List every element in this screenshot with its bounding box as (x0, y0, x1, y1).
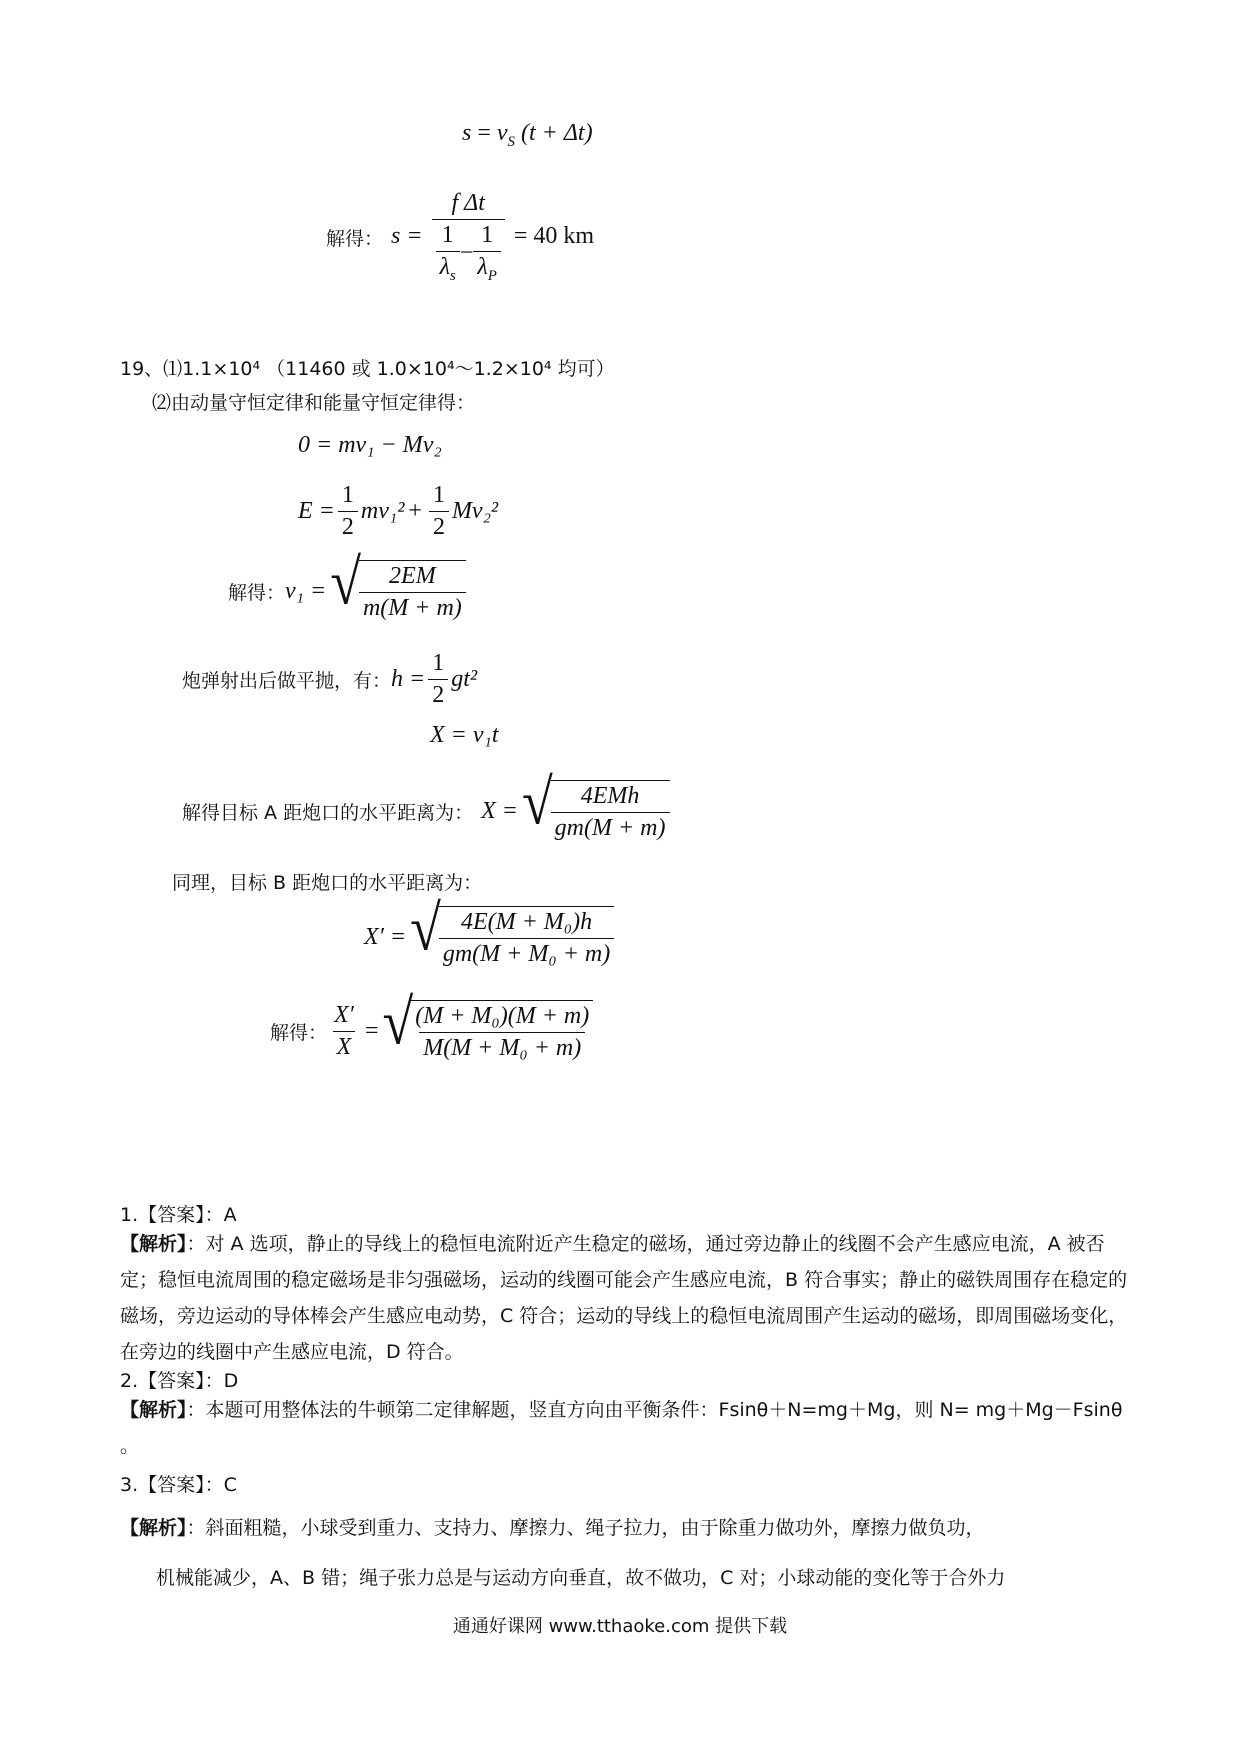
answer-1-title: 1.【答案】：A (120, 1204, 237, 1226)
eq-target-b: X′ = √ $\frac{\text{4E(M + M₀)h}}{\text{gm(M + M₀ + m)}}$ (364, 906, 614, 968)
eq-energy: E = $\frac{1}{2}$ mv₁² + $\frac{1}{2}$ Mv₂² (298, 482, 499, 540)
q19-part1: 19、⑴1.1×10⁴ （11460 或 1.0×10⁴～1.2×10⁴ 均可） (120, 358, 615, 380)
eq-v1: 解得： v₁ = √ $\frac{2EM}{m(M + m)}$ (228, 560, 466, 622)
equation-solve-s: 解得： s = f Δt $\frac{1}{\lambda_s}$ − $\frac{1}{\lambda_P}$ = 40 km (326, 190, 595, 284)
answer-2-title: 2.【答案】：D (120, 1370, 239, 1392)
answer-3-analysis: 【解析】：斜面粗糙，小球受到重力、支持力、摩擦力、绳子拉力，由于除重力做功外，摩擦力做负功， (120, 1517, 985, 1539)
eq-target-a: 解得目标 A 距炮口的水平距离为： X = √ $\frac{\text{4EMh}}{gm(M + m)}$ (182, 780, 670, 842)
eq-projectile: 炮弹射出后做平抛，有： h = $\frac{1}{2}$ gt² (182, 650, 478, 708)
fraction: f Δt $\frac{1}{\lambda_s}$ − $\frac{1}{\lambda_P}$ (432, 190, 505, 285)
eq-x-range: X = v₁t (430, 722, 499, 748)
answer-2-analysis: 【解析】：本题可用整体法的牛顿第二定律解题，竖直方向由平衡条件：Fsinθ＋N=mg＋Mg，则 N= mg＋Mg－Fsinθ 。 (120, 1399, 1123, 1457)
eq-momentum: 0 = mv₁ − Mv₂ (298, 432, 442, 458)
q19-part2-intro: ⑵由动量守恒定律和能量守恒定律得： (152, 392, 476, 414)
solve-label: 解得： (326, 227, 384, 250)
page-footer: 通通好课网 www.tthaoke.com 提供下载 (452, 1616, 788, 1637)
eq-ratio: 解得： $\frac{X'}{X}$ = √ $\frac{\text{(M + M₀)(M + m)}}{\text{M(M + M₀ + m)}}$ (270, 1000, 593, 1062)
equation-s-distance: $s = v_S$ (t + Δt) (462, 120, 593, 150)
target-b-intro: 同理，目标 B 距炮口的水平距离为： (172, 872, 483, 894)
answer-1-analysis: 【解析】：对 A 选项，静止的导线上的稳恒电流附近产生稳定的磁场，通过旁边静止的线圈不会产生感应电流，A 被否定；稳恒电流周围的稳定磁场是非匀强磁场，运动的线圈可能会产生感应电流，B 符合事实；静止的磁铁周围存在稳定的磁场，旁边运动的导体棒会产生感应电动势，C 符合；运动的导线上的稳恒电流周围产生运动的磁场，即周围磁场变化，在旁边的线圈中产生感应电流，D 符合。 (120, 1233, 1128, 1363)
answer-3-title: 3.【答案】：C (120, 1474, 237, 1496)
answer-3-analysis-cont: 机械能减少，A、B 错；绳子张力总是与运动方向垂直，故不做功，C 对；小球动能的变化等于合外力 (156, 1567, 1006, 1589)
